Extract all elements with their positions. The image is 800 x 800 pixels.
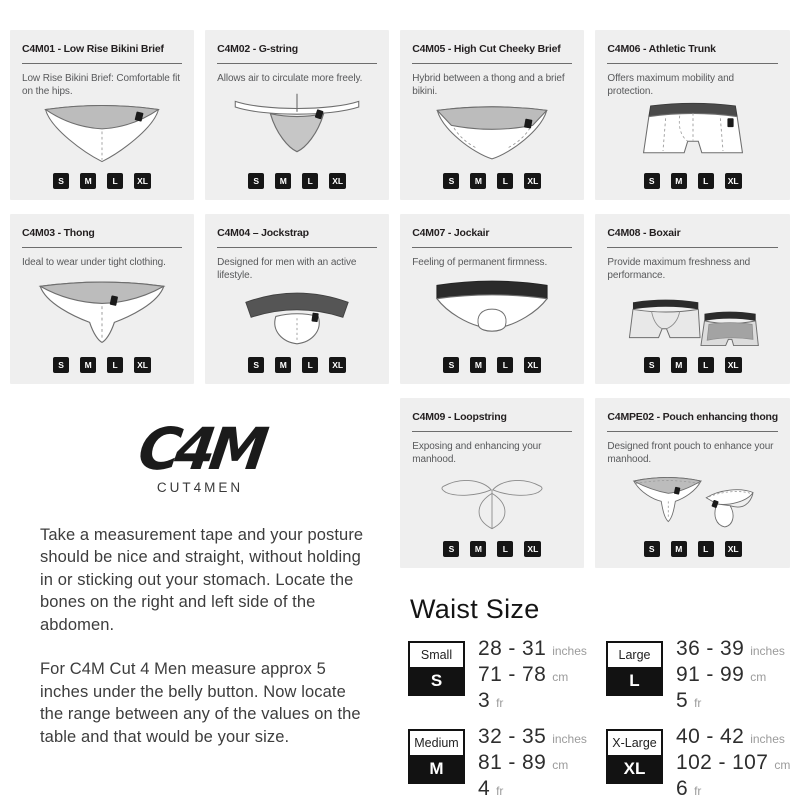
product-description: Allows air to circulate more freely. — [217, 73, 363, 84]
size-label: Medium — [414, 736, 459, 750]
product-title: C4M03 - Thong — [22, 227, 95, 239]
size-badge-m: M — [671, 357, 687, 373]
divider — [22, 63, 182, 64]
product-title: C4M07 - Jockair — [412, 227, 490, 239]
size-badge-xl: XL — [134, 357, 151, 373]
size-values — [676, 637, 785, 715]
boxair-illustration — [607, 282, 778, 353]
size-badge-m: M — [671, 541, 687, 557]
underwear-drawing-icon — [221, 89, 373, 165]
size-badge-l: L — [497, 173, 513, 189]
fr-unit: fr — [694, 784, 702, 798]
product-title: C4M04 – Jockstrap — [217, 227, 309, 239]
fr-unit: fr — [496, 696, 504, 710]
cm-value: 81 - 89 — [478, 751, 547, 774]
jockair-illustration — [412, 269, 572, 353]
cm-unit: cm — [750, 670, 767, 684]
size-badge-m: M — [470, 173, 486, 189]
size-badge-s: S — [644, 541, 660, 557]
product-card-c4m01 — [10, 30, 194, 200]
size-label: X-Large — [612, 736, 657, 750]
inches-unit: inches — [750, 732, 785, 746]
high-cut-cheeky-brief-illustration — [412, 98, 572, 169]
fr-value: 5 — [676, 689, 689, 712]
size-abbr: XL — [608, 755, 661, 782]
divider — [217, 247, 377, 248]
underwear-drawing-icon — [416, 466, 568, 537]
size-badge-m: M — [275, 173, 291, 189]
product-description: Designed front pouch to enhance your manhood. — [607, 441, 774, 466]
inches-value: 32 - 35 — [478, 725, 547, 748]
product-description: Hybrid between a thong and a brief bikini. — [412, 73, 565, 98]
size-badge-xl: XL — [524, 173, 541, 189]
underwear-drawing-icon — [617, 98, 769, 169]
size-badge-s: S — [644, 173, 660, 189]
size-badge-l: L — [698, 357, 714, 373]
jockstrap-illustration — [217, 282, 377, 353]
size-badge-xl: XL — [329, 357, 346, 373]
size-badge-l: L — [497, 357, 513, 373]
product-description: Provide maximum freshness and performance. — [607, 257, 751, 282]
size-badges — [607, 353, 778, 373]
product-card-c4m03 — [10, 214, 194, 384]
size-badge-xl: XL — [524, 541, 541, 557]
size-badges — [607, 537, 778, 557]
divider — [607, 247, 778, 248]
g-string-illustration — [217, 85, 377, 169]
size-box — [606, 729, 663, 784]
size-badge-m: M — [671, 173, 687, 189]
product-title: C4M06 - Athletic Trunk — [607, 43, 716, 55]
size-badge-s: S — [443, 541, 459, 557]
divider — [412, 431, 572, 432]
product-title: C4M08 - Boxair — [607, 227, 681, 239]
product-card-c4mpe02 — [595, 398, 790, 568]
size-badge-l: L — [302, 357, 318, 373]
low-rise-bikini-brief-illustration — [22, 98, 182, 169]
fr-value: 3 — [478, 689, 491, 712]
size-badge-s: S — [248, 173, 264, 189]
size-box — [408, 729, 465, 784]
size-row-xlarge — [606, 725, 792, 800]
underwear-drawing-icon — [416, 98, 568, 169]
brand-wordmark: CUT4MEN — [156, 480, 244, 495]
size-values — [478, 637, 587, 715]
size-badge-m: M — [470, 357, 486, 373]
divider — [22, 247, 182, 248]
size-badges — [412, 169, 572, 189]
inches-unit: inches — [552, 732, 587, 746]
underwear-drawing-icon — [617, 466, 769, 537]
pouch-enhancing-thong-illustration — [607, 466, 778, 537]
size-abbr: L — [608, 667, 661, 694]
size-badge-l: L — [107, 357, 123, 373]
inches-value: 40 - 42 — [676, 725, 745, 748]
fr-unit: fr — [694, 696, 702, 710]
product-description: Feeling of permanent firmness. — [412, 257, 548, 268]
size-badge-xl: XL — [725, 173, 742, 189]
size-badge-s: S — [53, 357, 69, 373]
underwear-drawing-icon — [221, 282, 373, 353]
size-badge-m: M — [80, 357, 96, 373]
size-abbr: M — [410, 755, 463, 782]
size-box — [408, 641, 465, 696]
size-badges — [22, 169, 182, 189]
divider — [412, 247, 572, 248]
instructions-paragraph-2: For C4M Cut 4 Men measure approx 5 inches under the belly button. Now locate the range between any of the values on the table and that would be your size. — [40, 660, 361, 746]
size-badges — [412, 353, 572, 373]
size-badges — [412, 537, 572, 557]
product-description: Low Rise Bikini Brief: Comfortable fit on the hips. — [22, 73, 180, 98]
size-badge-m: M — [470, 541, 486, 557]
size-box — [606, 641, 663, 696]
size-badge-xl: XL — [329, 173, 346, 189]
size-values — [676, 725, 790, 800]
c4m-logo-icon: C4M — [133, 415, 267, 483]
underwear-drawing-icon — [416, 273, 568, 349]
cm-unit: cm — [552, 670, 569, 684]
cm-value: 102 - 107 — [676, 751, 769, 774]
cm-unit: cm — [774, 758, 791, 772]
product-card-c4m05 — [400, 30, 584, 200]
size-badge-l: L — [302, 173, 318, 189]
size-badge-l: L — [497, 541, 513, 557]
size-badges — [217, 353, 377, 373]
fr-value: 4 — [478, 777, 491, 800]
thong-illustration — [22, 269, 182, 353]
size-badge-s: S — [443, 357, 459, 373]
divider — [607, 431, 778, 432]
inches-unit: inches — [552, 644, 587, 658]
size-badges — [607, 169, 778, 189]
size-values — [478, 725, 587, 800]
waist-size-title: Waist Size — [410, 594, 540, 624]
underwear-drawing-icon — [26, 273, 178, 349]
divider — [412, 63, 572, 64]
measuring-instructions — [40, 524, 370, 748]
product-card-c4m09 — [400, 398, 584, 568]
size-label: Large — [618, 648, 651, 662]
size-badge-xl: XL — [725, 357, 742, 373]
size-badge-m: M — [275, 357, 291, 373]
size-table — [408, 637, 792, 800]
instructions-paragraph-1: Take a measurement tape and your posture should be nice and straight, without holding in or sticking out your stomach. Locate the bones on the right and left side of the abdomen. — [40, 526, 364, 634]
size-badge-s: S — [53, 173, 69, 189]
size-badge-xl: XL — [524, 357, 541, 373]
cm-value: 71 - 78 — [478, 663, 547, 686]
product-card-c4m04 — [205, 214, 389, 384]
size-badge-l: L — [698, 541, 714, 557]
product-title: C4MPE02 - Pouch enhancing thong — [607, 411, 778, 423]
product-card-c4m06 — [595, 30, 790, 200]
size-badge-s: S — [644, 357, 660, 373]
product-title: C4M05 - High Cut Cheeky Brief — [412, 43, 561, 55]
inches-value: 36 - 39 — [676, 637, 745, 660]
size-abbr: S — [410, 667, 463, 694]
waist-size-section — [408, 594, 792, 800]
product-title: C4M02 - G-string — [217, 43, 298, 55]
size-badge-xl: XL — [725, 541, 742, 557]
size-badges — [217, 169, 377, 189]
athletic-trunk-illustration — [607, 98, 778, 169]
size-row-large — [606, 637, 792, 715]
product-card-c4m07 — [400, 214, 584, 384]
product-title: C4M01 - Low Rise Bikini Brief — [22, 43, 164, 55]
size-badge-l: L — [698, 173, 714, 189]
underwear-drawing-icon — [26, 98, 178, 169]
size-row-medium — [408, 725, 606, 800]
inches-unit: inches — [750, 644, 785, 658]
fr-unit: fr — [496, 784, 504, 798]
product-card-c4m08 — [595, 214, 790, 384]
size-badge-s: S — [443, 173, 459, 189]
size-badge-m: M — [80, 173, 96, 189]
inches-value: 28 - 31 — [478, 637, 547, 660]
size-badges — [22, 353, 182, 373]
loopstring-illustration — [412, 466, 572, 537]
size-badge-xl: XL — [134, 173, 151, 189]
cm-unit: cm — [552, 758, 569, 772]
product-description: Exposing and enhancing your manhood. — [412, 441, 542, 466]
divider — [607, 63, 778, 64]
product-description: Designed for men with an active lifestyle. — [217, 257, 357, 282]
brand-logo — [0, 415, 400, 495]
product-description: Offers maximum mobility and protection. — [607, 73, 735, 98]
size-row-small — [408, 637, 606, 715]
divider — [217, 63, 377, 64]
size-badge-l: L — [107, 173, 123, 189]
underwear-drawing-icon — [617, 282, 769, 353]
cm-value: 91 - 99 — [676, 663, 745, 686]
size-badge-s: S — [248, 357, 264, 373]
fr-value: 6 — [676, 777, 689, 800]
product-title: C4M09 - Loopstring — [412, 411, 507, 423]
product-description: Ideal to wear under tight clothing. — [22, 257, 166, 268]
size-label: Small — [420, 648, 453, 662]
product-card-c4m02 — [205, 30, 389, 200]
